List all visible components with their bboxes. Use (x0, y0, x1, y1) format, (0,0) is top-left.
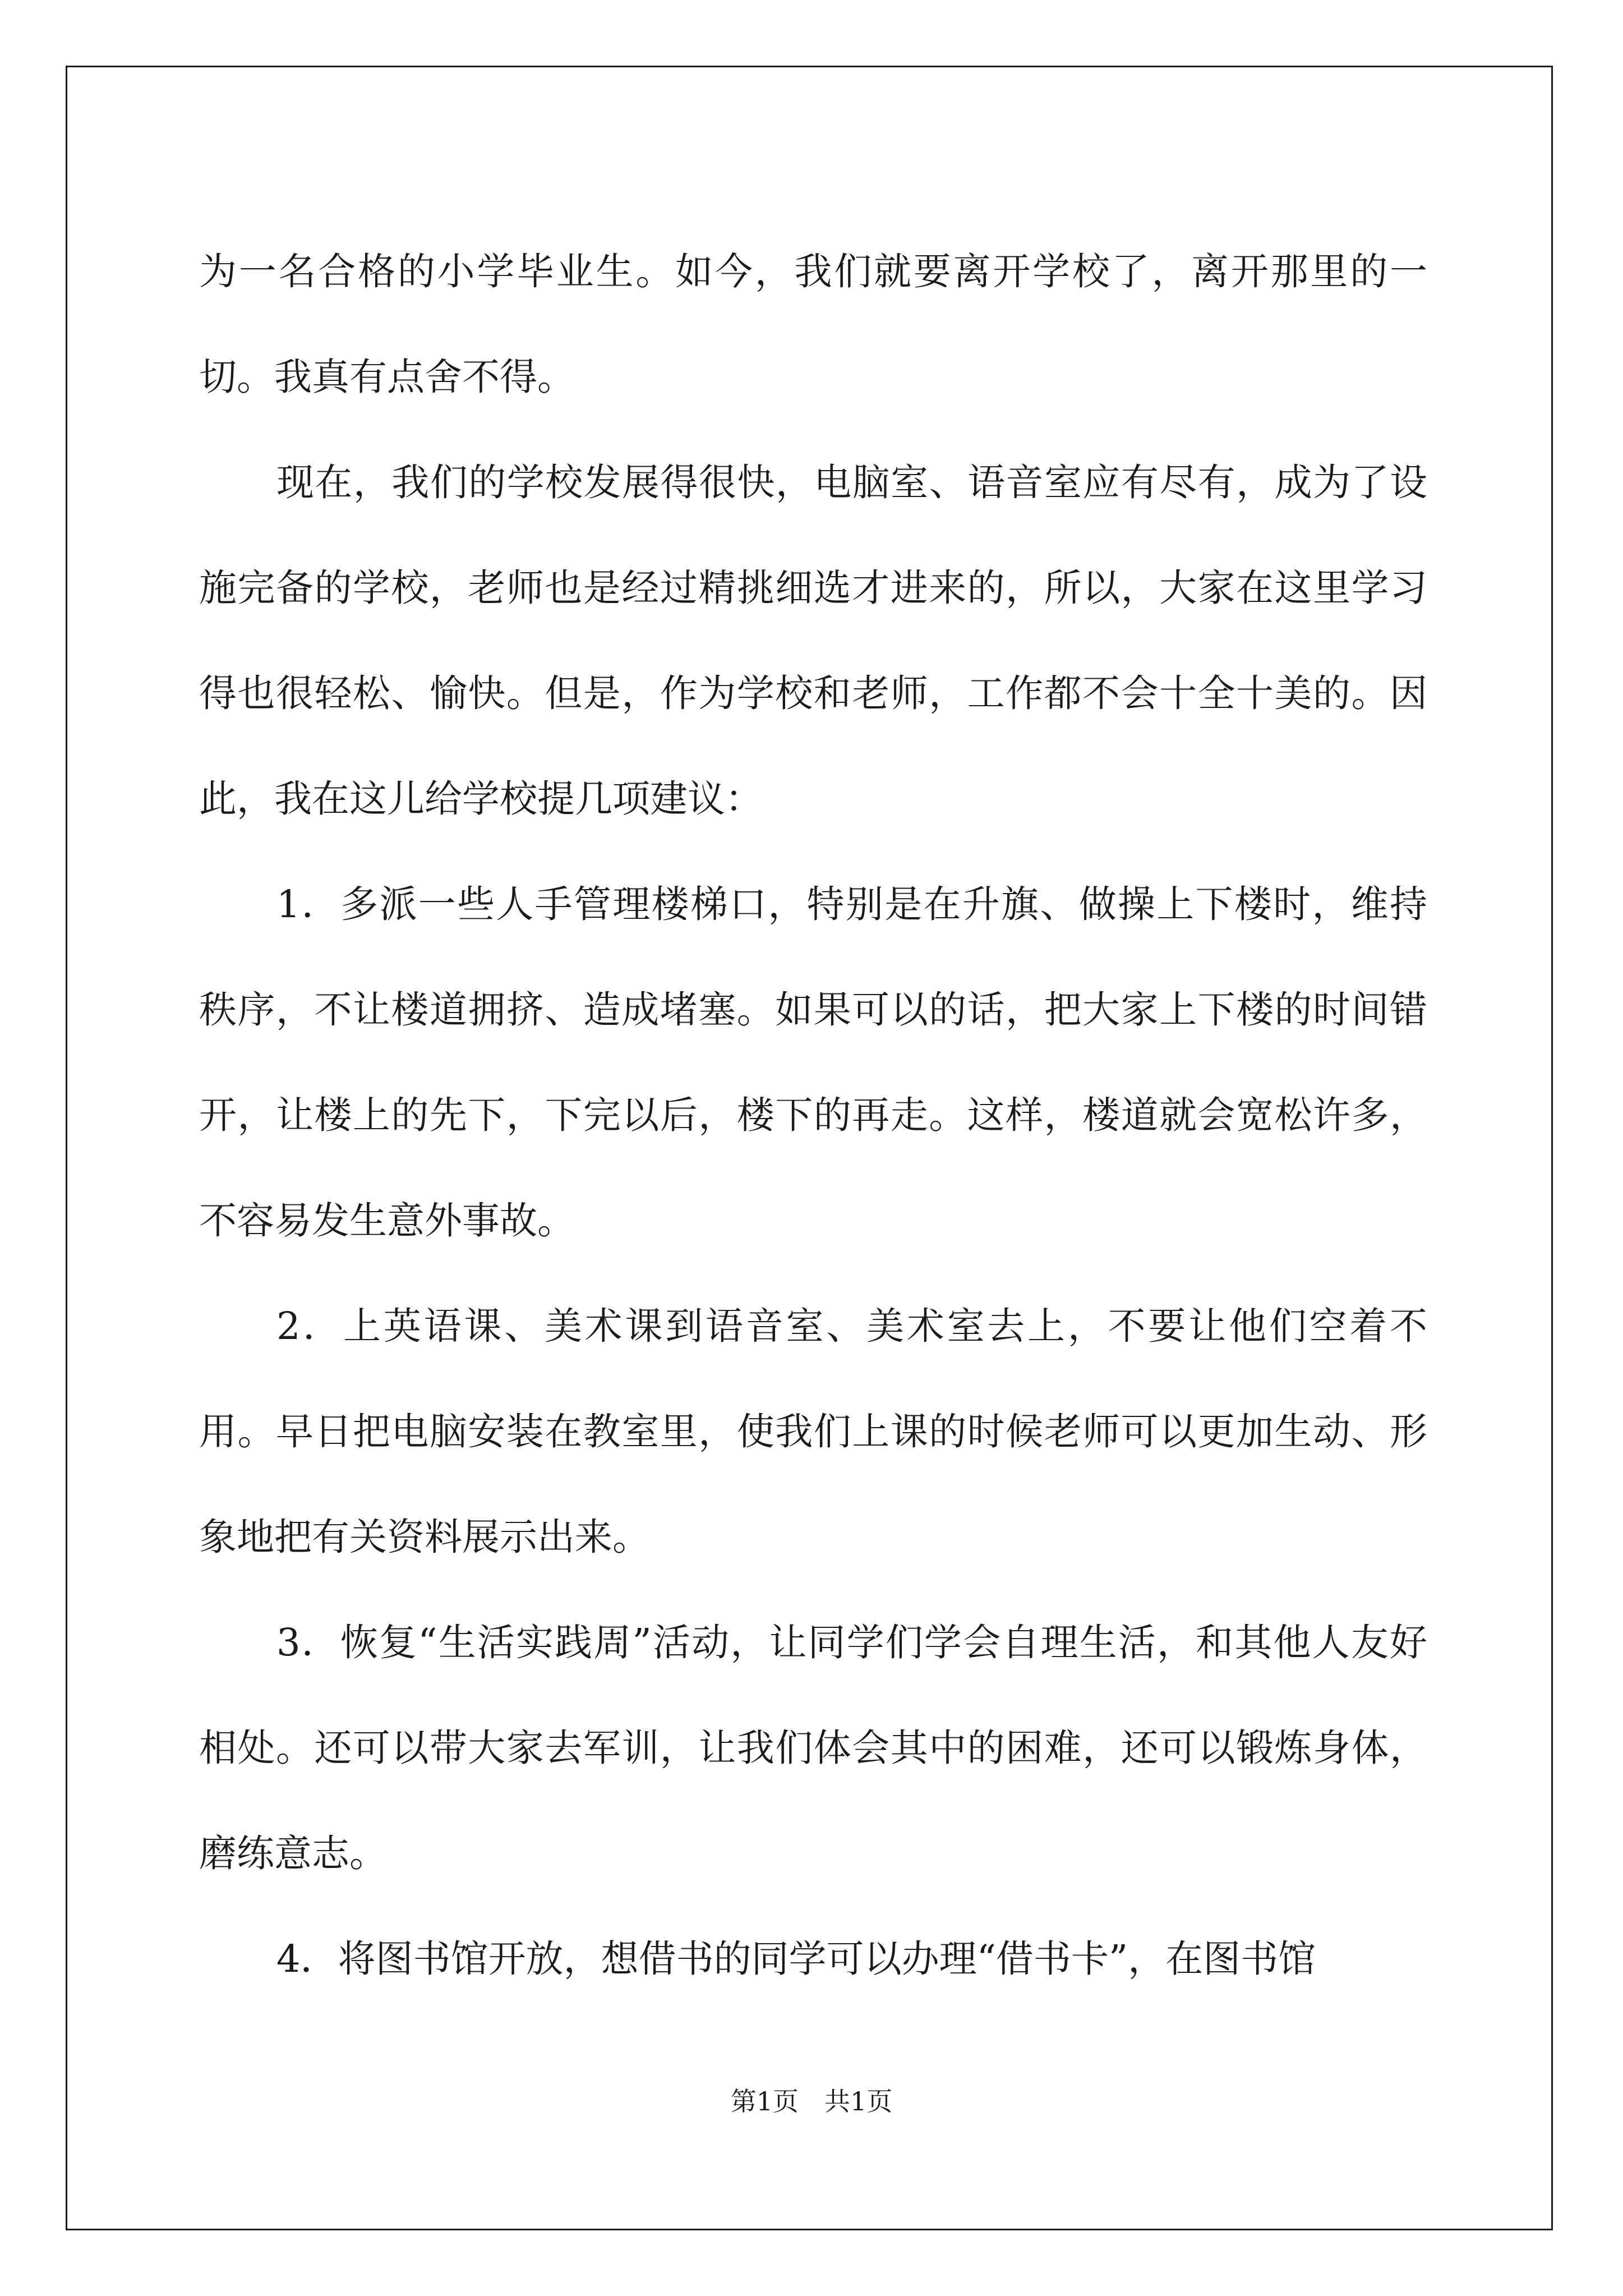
page-number: 第1页 (730, 2086, 799, 2116)
paragraph-3: 1．多派一些人手管理楼梯口，特别是在升旗、做操上下楼时，维持秩序，不让楼道拥挤、造成堵塞。如果可以的话，把大家上下楼的时间错开，让楼上的先下，下完以后，楼下的再走。这样，楼道就会宽松许多，不容易发生意外事故。 (199, 882, 1427, 1243)
document-body (199, 219, 1427, 2012)
paragraph-2: 现在，我们的学校发展得很快，电脑室、语音室应有尽有，成为了设施完备的学校，老师也是经过精挑细选才进来的，所以，大家在这里学习得也很轻松、愉快。但是，作为学校和老师，工作都不会十全十美的。因此，我在这儿给学校提几项建议： (199, 461, 1427, 821)
paragraph-6: 4．将图书馆开放，想借书的同学可以办理“借书卡”，在图书馆 (276, 1937, 1316, 1981)
page-total: 共1页 (824, 2086, 893, 2116)
paragraph-1: 为一名合格的小学毕业生。如今，我们就要离开学校了，离开那里的一切。我真有点舍不得。 (199, 250, 1427, 399)
paragraph-5: 3．恢复“生活实践周”活动，让同学们学会自理生活，和其他人友好相处。还可以带大家去军训，让我们体会其中的困难，还可以锻炼身体，磨练意志。 (199, 1621, 1427, 1875)
paragraph-4: 2．上英语课、美术课到语音室、美术室去上，不要让他们空着不用。早日把电脑安装在教室里，使我们上课的时候老师可以更加生动、形象地把有关资料展示出来。 (199, 1304, 1427, 1559)
page-footer (0, 2081, 1623, 2118)
